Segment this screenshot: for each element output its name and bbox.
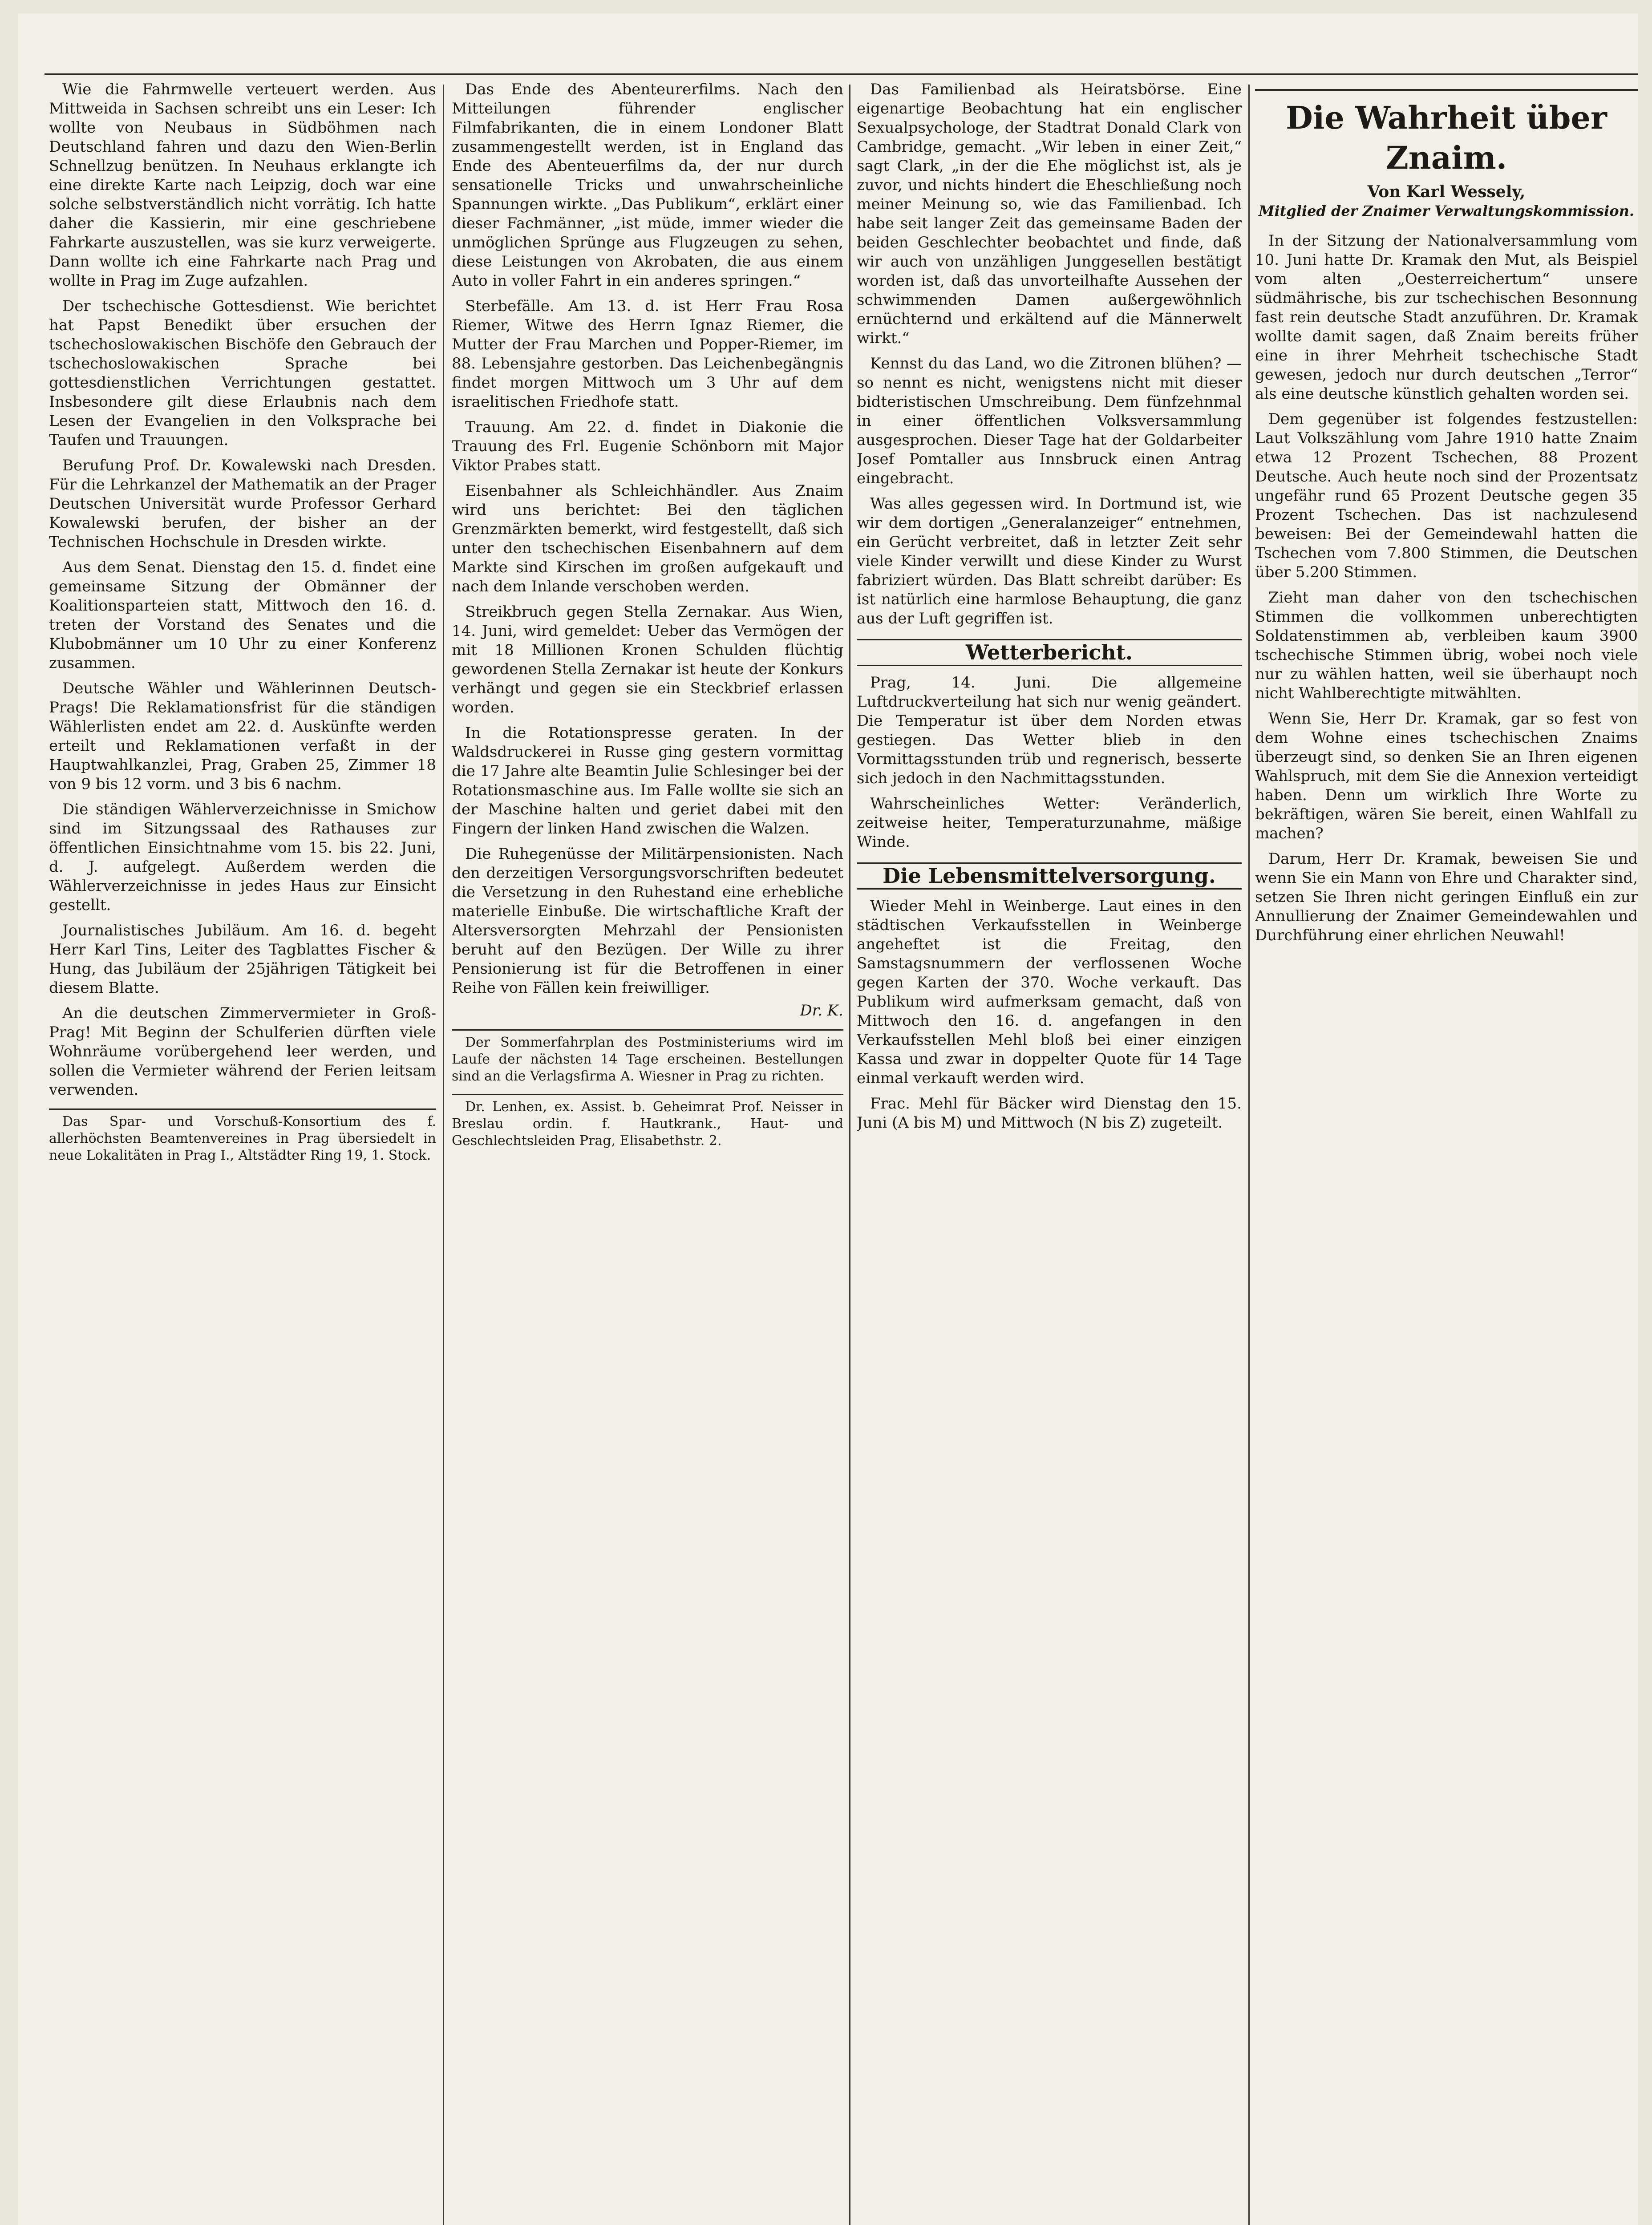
article: Kennst du das Land, wo die Zitronen blühen? — so nennt es nicht, wenigstens nicht mit dieser bidteristischen Umschreibung. Dem fünfzehnmal in einer öffentlichen Volksversammlung ausgesprochen. Dieser Tage hat der Goldarbeiter Josef Pomtaller aus Innsbruck einen Antrag eingebracht. (857, 355, 1242, 487)
article: Dem gegenüber ist folgendes festzustellen: Laut Volkszählung vom Jahre 1910 hatte Znaim etwa 12 Prozent Tschechen, 88 Prozent Deutsche. Auch heute noch sind der Prozentsatz ungefähr rund 65 Prozent Deutsche gegen 35 Prozent Tschechen. Das ist nachzulesend beweisen: Bei der Gemeindewahl hatten die Tschechen vom 7.800 Stimmen, die Deutschen über 5.200 Stimmen. (1255, 410, 1638, 581)
article: Die Ruhegenüsse der Militärpensionisten. Nach den derzeitigen Versorgungsvorschriften bedeutet die Versetzung in den Ruhestand eine erhebliche materielle Einbuße. Die wirtschaftliche Kraft der Altersversorgten Mehrzahl der Pensionisten beruht auf den Bezügen. Der Wille zu ihrer Pensionierung ist für die Betroffenen in einer Reihe von Fällen kein freiwilliger. (452, 845, 843, 997)
article: Der tschechische Gottesdienst. Wie berichtet hat Papst Benedikt über ersuchen der tschechoslowakischen Bischöfe den Gebrauch der tschechoslowakischen Sprache bei gottesdienstlichen Verrichtungen gestattet. Insbesondere gilt diese Erlaubnis nach dem Lesen der Evangelien in den Volksprache bei Taufen und Trauungen. (49, 297, 436, 449)
column-divider (443, 85, 444, 2225)
article: Wie die Fahrmwelle verteuert werden. Aus Mittweida in Sachsen schreibt uns ein Leser: Ich wollte von Neubaus in Südböhmen nach Deutschland fahren und dazu den Wien-Berlin Schnellzug benützen. In Neuhaus erklangte ich eine direkte Karte nach Leipzig, doch war eine solche selbstverständlich nicht vorrätig. Ich hatte daher die Kassierin, mir eine geschriebene Fahrkarte auszustellen, was sie kurz verweigerte. Dann wollte ich eine Fahrkarte nach Prag und wollte in Prag im Zuge aufzahlen. (49, 81, 436, 290)
article: Die ständigen Wählerverzeichnisse in Smichow sind im Sitzungssaal des Rathauses zur öffentlichen Einsichtnahme vom 15. bis 22. Juni, d. J. aufgelegt. Außerdem werden die Wählerverzeichnisse in jedes Haus zur Einsicht gestellt. (49, 801, 436, 914)
signature: Dr. K. (800, 1002, 843, 1019)
article: Darum, Herr Dr. Kramak, beweisen Sie und wenn Sie ein Mann von Ehre und Charakter sind, setzen Sie Ihren nicht geringen Einfluß ein zur Annullierung der Znaimer Gemeindewahlen und Durchführung einer ehrlichen Neuwahl! (1255, 850, 1638, 944)
column-3 (857, 80, 1242, 2225)
byline: Von Karl Wessely, (1367, 182, 1526, 201)
article: Das Ende des Abenteurerfilms. Nach den Mitteilungen führender englischer Filmfabrikanten, die in einem Londoner Blatt zusammengestellt werden, ist in England das Ende des Abenteuerfilms da, der nur durch sensationelle Tricks und unwahrscheinliche Spannungen wirkte. „Das Publikum“, erklärt einer dieser Fachmänner, „ist müde, immer wieder die unmöglichen Sprünge aus Flugzeugen zu sehen, diese Leistungen von Akrobaten, die aus einem Auto in voller Fahrt in ein anderes springen.“ (452, 81, 843, 290)
article: Trauung. Am 22. d. findet in Diakonie die Trauung des Frl. Eugenie Schönborn mit Major Viktor Prabes statt. (452, 418, 843, 474)
notice: Der Sommerfahrplan des Postministeriums wird im Laufe der nächsten 14 Tage erscheinen. Bestellungen sind an die Verlagsfirma A. Wiesner in Prag zu richten. (452, 1029, 843, 1085)
article: Wieder Mehl in Weinberge. Laut eines in den städtischen Verkaufsstellen in Weinberge angeheftet ist die Freitag, den Samstagsnummern der verflossenen Woche gegen Karten der 370. Woche verkauft. Das Publikum wird aufmerksam gemacht, daß von Mittwoch den 16. d. angefangen in den Verkaufsstellen Mehl bloß bei einer einzigen Kassa und zwar in doppelter Quote für 14 Tage einmal verkauft werden wird. (857, 897, 1242, 1087)
supply-heading: Die Lebensmittelversorgung. (857, 862, 1242, 890)
column-2 (452, 80, 843, 2225)
column-4 (1255, 80, 1638, 2225)
article: Was alles gegessen wird. In Dortmund ist, wie wir dem dortigen „Generalanzeiger“ entnehmen, ein Gerücht verbreitet, daß in letzter Zeit sehr viele Kinder verwillt und diese Kinder zu Wurst fabriziert würden. Das Blatt schreibt darüber: Es ist natürlich eine harmlose Behauptung, die ganz aus der Luft gegriffen ist. (857, 495, 1242, 627)
newspaper-page (18, 13, 1638, 2225)
article: Berufung Prof. Dr. Kowalewski nach Dresden. Für die Lehrkanzel der Mathematik an der Prager Deutschen Universität wurde Professor Gerhard Kowalewski berufen, der bisher an der Technischen Hochschule in Dresden wirkte. (49, 457, 436, 551)
article: In die Rotationspresse geraten. In der Waldsdruckerei in Russe ging gestern vormittag die 17 Jahre alte Beamtin Julie Schlesinger bei der Rotationsmaschine aus. Im Falle wollte sie sich an der Maschine halten und geriet dabei mit den Fingern der linken Hand zwischen die Walzen. (452, 724, 843, 837)
article: Aus dem Senat. Dienstag den 15. d. findet eine gemeinsame Sitzung der Obmänner der Koalitionsparteien statt, Mittwoch den 16. d. treten der Vorstand des Senates und die Klubobmänner um 10 Uhr zu einer Konferenz zusammen. (49, 558, 436, 672)
article: An die deutschen Zimmervermieter in Groß-Prag! Mit Beginn der Schulferien dürften viele Wohnräume vorübergehend leer werden, und sollen die Vermieter während der Ferien leitsam verwenden. (49, 1004, 436, 1099)
column-divider (1248, 85, 1250, 2225)
article: In der Sitzung der Nationalversammlung vom 10. Juni hatte Dr. Kramak den Mut, als Beispiel vom alten „Oesterreichertum“ unsere südmährische, bis zur tschechischen Besonnung fast rein deutsche Stadt anzuführen. Dr. Kramak wollte damit sagen, daß Znaim bereits früher eine in ihrer Mehrheit tschechische Stadt gewesen, jedoch nur durch deutschen „Terror“ als eine deutsche künstlich gehalten worden sei. (1255, 232, 1638, 403)
column-divider (849, 85, 850, 2225)
article: Das Familienbad als Heiratsbörse. Eine eigenartige Beobachtung hat ein englischer Sexualpsychologe, der Stadtrat Donald Clark von Cambridge, gemacht. „Wir leben in einer Zeit,“ sagt Clark, „in der die Ehe möglichst ist, als je zuvor, und nichts hindert die Eheschließung noch meiner Meinung so, wie das Familienbad. Ich habe seit langer Zeit das gemeinsame Baden der beiden Geschlechter beobachtet und finde, daß wir auch von unzähligen Junggesellen bestätigt worden ist, daß das unvorteilhafte Aussehen der schwimmenden Damen außergewöhnlich ernüchternd und erkältend auf die Männerwelt wirkt.“ (857, 81, 1242, 347)
article: Zieht man daher von den tschechischen Stimmen die vollkommen unberechtigten Soldatenstimmen ab, verbleiben kaum 3900 tschechische Stimmen übrig, wobei noch viele nur zu wählen hatten, weil sie überhaupt noch nicht Wahlberechtigte mitwählten. (1255, 589, 1638, 702)
header-rule (45, 73, 1638, 75)
weather-forecast: Wahrscheinliches Wetter: Veränderlich, zeitweise heiter, Temperaturzunahme, mäßige Winde. (857, 795, 1242, 851)
article: Frac. Mehl für Bäcker wird Dienstag den 15. Juni (A bis M) und Mittwoch (N bis Z) zugeteilt. (857, 1095, 1242, 1132)
notice: Das Spar- und Vorschuß-Konsortium des f. allerhöchsten Beamtenvereines in Prag übersiedelt in neue Lokalitäten in Prag I., Altstädter Ring 19, 1. Stock. (49, 1108, 436, 1164)
article: Deutsche Wähler und Wählerinnen Deutsch-Prags! Die Reklamationsfrist für die ständigen Wählerlisten endet am 22. d. Auskünfte werden erteilt und Reklamationen verfaßt in der Hauptwahlkanzlei, Prag, Graben 25, Zimmer 18 von 9 bis 12 vorm. und 3 bis 6 nachm. (49, 680, 436, 793)
weather-heading: Wetterbericht. (857, 639, 1242, 666)
column-1 (49, 80, 436, 2225)
article: Wenn Sie, Herr Dr. Kramak, gar so fest von dem Wohne eines tschechischen Znaims überzeugt sind, so denken Sie an Ihren eigenen Wahlspruch, mit dem Sie die Annexion verteidigt haben. Denn um wirklich Ihre Worte zu bekräftigen, wären Sie bereit, einen Wahlfall zu machen? (1255, 710, 1638, 842)
article: Journalistisches Jubiläum. Am 16. d. begeht Herr Karl Tins, Leiter des Tagblattes Fischer & Hung, das Jubiläum der 25jährigen Tätigkeit bei diesem Blatte. (49, 922, 436, 997)
article: Sterbefälle. Am 13. d. ist Herr Frau Rosa Riemer, Witwe des Herrn Ignaz Riemer, die Mutter der Frau Marchen und Popper-Riemer, im 88. Lebensjahre gestorben. Das Leichenbegängnis findet morgen Mittwoch um 3 Uhr auf dem israelitischen Friedhofe statt. (452, 297, 843, 411)
weather-report: Prag, 14. Juni. Die allgemeine Luftdruckverteilung hat sich nur wenig geändert. Die Temperatur ist über dem Norden etwas gestiegen. Das Wetter blieb in den Vormittagsstunden trüb und regnerisch, besserte sich jedoch in den Nachmittagsstunden. (857, 674, 1242, 787)
article: Eisenbahner als Schleichhändler. Aus Znaim wird uns berichtet: Bei den täglichen Grenzmärkten bemerkt, wird festgestellt, daß sich unter den tschechischen Eisenbahnern auf dem Markte sind Kirschen im großen aufgekauft und nach dem Inlande verschoben werden. (452, 482, 843, 595)
author-affiliation: Mitglied der Znaimer Verwaltungskommission. (1259, 202, 1634, 219)
article: Streikbruch gegen Stella Zernakar. Aus Wien, 14. Juni, wird gemeldet: Ueber das Vermögen der mit 18 Millionen Kronen Schulden flüchtig gewordenen Stella Zernakar ist heute der Konkurs verhängt und gegen sie ein Steckbrief erlassen worden. (452, 603, 843, 716)
headline: Die Wahrheit über Znaim. (1255, 89, 1638, 178)
advertisement: Dr. Lenhen, ex. Assist. b. Geheimrat Prof. Neisser in Breslau ordin. f. Hautkrank., Haut- und Geschlechtsleiden Prag, Elisabethstr. 2. (452, 1094, 843, 1149)
